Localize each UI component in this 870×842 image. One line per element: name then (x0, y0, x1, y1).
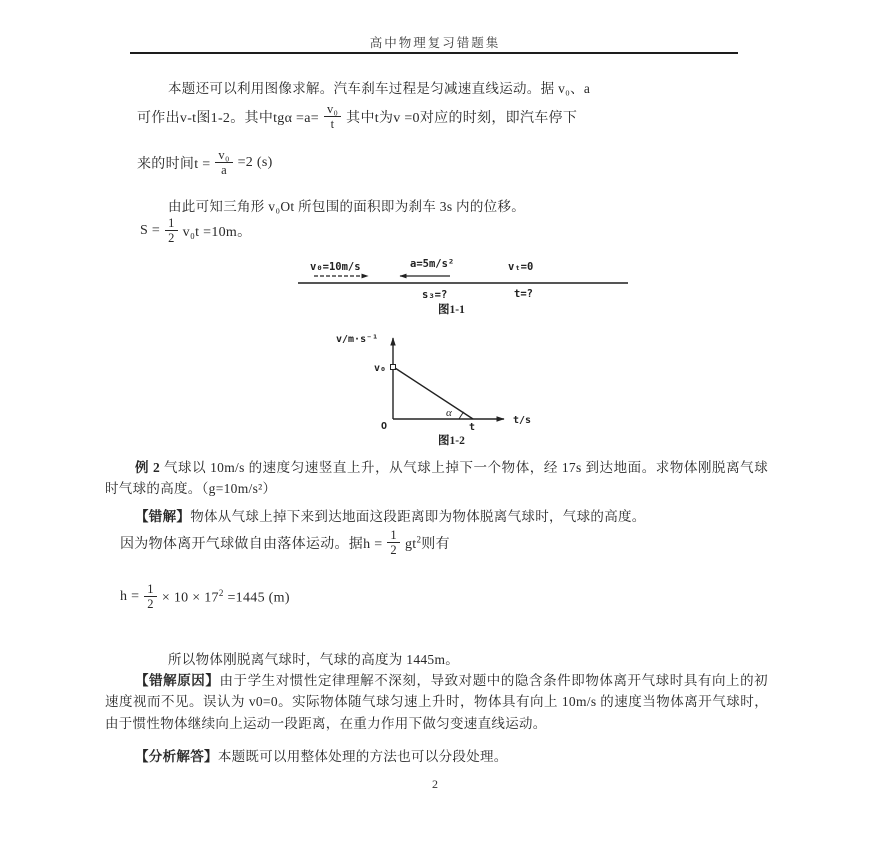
formula-tga-pre: 可作出v-t图1-2。其中tgα =a= (137, 110, 319, 126)
fraction: $\frac{\text{v₀}}{a}$ (215, 148, 232, 178)
formula-tga (137, 102, 577, 132)
paragraph-wrong-solution (105, 506, 768, 528)
figure-1-2-caption: 图1-2 (438, 435, 465, 447)
formula-stop-time (137, 148, 273, 178)
fraction: $\frac{1}{2}$ (144, 582, 157, 612)
fraction: $\frac{1}{2}$ (165, 216, 178, 246)
y-axis-label: v/m·s⁻¹ (336, 334, 379, 345)
formula-height-pre: h = (120, 588, 140, 604)
wrong-solution-label: 【错解】 (135, 508, 191, 524)
acceleration-label: a=5m/s² (410, 258, 455, 270)
v0-point-marker (391, 365, 396, 370)
velocity-time-line (395, 368, 473, 419)
example2-label: 例 2 (135, 459, 161, 475)
formula-height-post: × $10 \times 17^2 =1445$ (m) (161, 587, 290, 606)
t-tick-label: t (469, 422, 476, 433)
figure-1-2 (332, 328, 564, 448)
formula-displacement-post: v₀t =10m。 (182, 224, 252, 240)
paragraph-wrong-reason (105, 670, 768, 735)
formula-free-fall-pre: 因为物体离开气球做自由落体运动。据h = (120, 536, 383, 552)
x-axis-label: t/s (513, 415, 532, 426)
paragraph-triangle-area: 由此可知三角形 v₀Ot 所包围的面积即为刹车 3s 内的位移。 (168, 198, 526, 214)
formula-height (120, 582, 290, 612)
formula-free-fall-post: $gt^2$则有 (404, 534, 450, 552)
alpha-label: α (446, 407, 452, 419)
paragraph-example2 (105, 457, 768, 500)
page-header-title: 高中物理复习错题集 (369, 36, 501, 50)
formula-stop-time-pre: 来的时间t = (137, 156, 211, 172)
v0-label: v₀=10m/s (310, 261, 361, 273)
formula-displacement (140, 216, 251, 246)
fraction: $\frac{\text{v₀}}{t}$ (324, 102, 341, 132)
angle-arc (459, 412, 464, 419)
v0-tick-label: v₀ (374, 363, 387, 374)
header-rule (130, 52, 738, 54)
vt-label: vₜ=0 (508, 261, 534, 273)
analysis-text: 本题既可以用整体处理的方法也可以分段处理。 (217, 748, 508, 764)
wrong-reason-label: 【错解原因】 (135, 672, 220, 688)
origin-label: O (381, 421, 388, 432)
wrong-reason-text: 由于学生对惯性定律理解不深刻，导致对题中的隐含条件即物体离开气球时具有向上的初速度视而不见。误认为 v0=0。实际物体随气球匀速上升时，物体具有向上 10m/s 的速度当物体离开气球时，由于惯性物体继续向上运动一段距离，在重力作用下做匀变速直线运动。 (105, 672, 768, 731)
paragraph-graph-method: 本题还可以利用图像求解。汽车刹车过程是匀减速直线运动。据 v₀、a (168, 80, 591, 96)
formula-displacement-pre: S = (140, 222, 161, 238)
figure-1-1-caption: 图1-1 (438, 304, 465, 316)
s3-label: s₃=? (422, 289, 448, 301)
analysis-label: 【分析解答】 (135, 748, 218, 764)
wrong-solution-text: 物体从气球上掉下来到达地面这段距离即为物体脱离气球时，气球的高度。 (190, 508, 646, 524)
example2-text: 气球以 10m/s 的速度匀速竖直上升，从气球上掉下一个物体，经 17s 到达地面。求物体刚脱离气球时气球的高度。（g=10m/s²） (105, 459, 768, 496)
formula-free-fall (120, 528, 450, 558)
paragraph-conclusion: 所以物体刚脱离气球时，气球的高度为 1445m。 (168, 651, 460, 667)
formula-stop-time-post: =2 (s) (237, 154, 273, 170)
paragraph-analysis (105, 746, 768, 768)
t-label: t=? (514, 288, 533, 300)
page-number: 2 (432, 777, 438, 791)
figure-1-1 (288, 253, 636, 317)
formula-tga-post: 其中t为v =0对应的时刻，即汽车停下 (346, 110, 578, 126)
fraction: $\frac{1}{2}$ (387, 528, 400, 558)
